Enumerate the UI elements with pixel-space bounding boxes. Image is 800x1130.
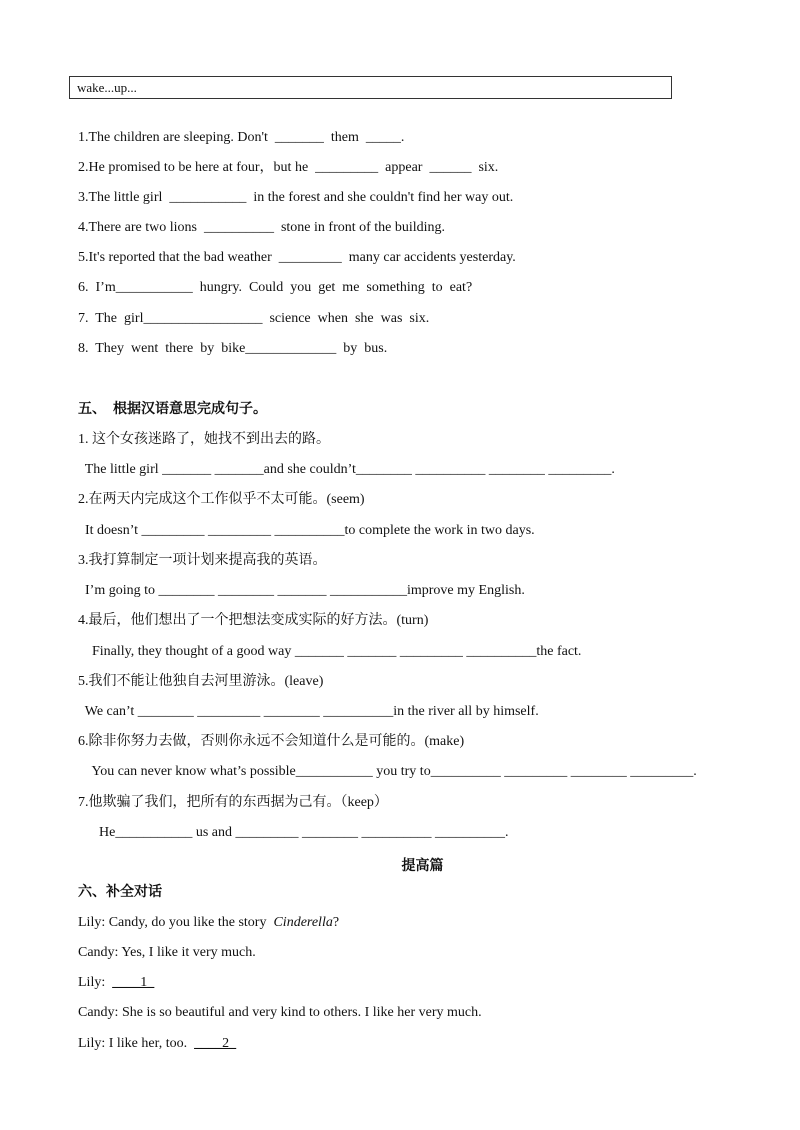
translation-answer-7: He___________ us and _________ ________ __________ __________. bbox=[78, 825, 509, 840]
dialogue-line-3-speaker: Lily: bbox=[78, 975, 113, 990]
section-six-heading: 六、补全对话 bbox=[78, 885, 162, 900]
exercise-item-8: 8. They went there by bike_____________ by bus. bbox=[78, 341, 388, 356]
story-title: Cinderella bbox=[273, 915, 333, 930]
answer-blank-1: ____1_ bbox=[112, 975, 155, 990]
advanced-section-title: 提高篇 bbox=[401, 859, 444, 874]
translation-prompt-7: 7.他欺骗了我们，把所有的东西据为己有。（keep） bbox=[78, 795, 388, 810]
translation-prompt-4: 4.最后，他们想出了一个把想法变成实际的好方法。(turn) bbox=[78, 613, 429, 628]
dialogue-line-1 bbox=[78, 915, 339, 931]
dialogue-line-3 bbox=[78, 975, 154, 991]
exercise-item-4: 4.There are two lions __________ stone in front of the building. bbox=[78, 220, 446, 235]
answer-blank-2: ____2_ bbox=[194, 1036, 237, 1051]
translation-answer-3: I’m going to ________ ________ _______ ___________improve my English. bbox=[78, 583, 525, 598]
section-five-heading: 五、 根据汉语意思完成句子。 bbox=[78, 402, 267, 417]
dialogue-line-5-text: Lily: I like her, too. bbox=[78, 1036, 195, 1051]
exercise-item-1: 1.The children are sleeping. Don't _______ them _____. bbox=[78, 130, 405, 145]
translation-answer-1: The little girl _______ _______and she couldn’t________ __________ ________ _________. bbox=[78, 462, 615, 477]
translation-prompt-5: 5.我们不能让他独自去河里游泳。(leave) bbox=[78, 674, 324, 689]
word-box: wake...up... bbox=[69, 76, 672, 99]
dialogue-line-5 bbox=[78, 1036, 236, 1052]
translation-answer-6: You can never know what’s possible___________ you try to__________ _________ ________ _________. bbox=[78, 764, 697, 779]
dialogue-line-1-end: ? bbox=[332, 915, 340, 930]
translation-answer-5: We can’t ________ _________ ________ __________in the river all by himself. bbox=[78, 704, 539, 719]
dialogue-line-1-text: Lily: Candy, do you like the story bbox=[78, 915, 274, 930]
translation-prompt-6: 6.除非你努力去做，否则你永远不会知道什么是可能的。(make) bbox=[78, 734, 465, 749]
dialogue-line-2: Candy: Yes, I like it very much. bbox=[78, 945, 256, 960]
translation-prompt-1: 1. 这个女孩迷路了，她找不到出去的路。 bbox=[78, 432, 330, 447]
translation-prompt-3: 3.我打算制定一项计划来提高我的英语。 bbox=[78, 553, 327, 568]
exercise-item-3: 3.The little girl ___________ in the forest and she couldn't find her way out. bbox=[78, 190, 514, 205]
exercise-item-5: 5.It's reported that the bad weather _________ many car accidents yesterday. bbox=[78, 250, 516, 265]
exercise-item-6: 6. I’m___________ hungry. Could you get me something to eat? bbox=[78, 280, 473, 295]
exercise-item-2: 2.He promised to be here at four，but he _________ appear ______ six. bbox=[78, 160, 499, 175]
translation-answer-2: It doesn’t _________ _________ __________to complete the work in two days. bbox=[78, 523, 535, 538]
translation-prompt-2: 2.在两天内完成这个工作似乎不太可能。(seem) bbox=[78, 492, 365, 507]
dialogue-line-4: Candy: She is so beautiful and very kind to others. I like her very much. bbox=[78, 1005, 482, 1020]
exercise-item-7: 7. The girl_________________ science when she was six. bbox=[78, 311, 430, 326]
translation-answer-4: Finally, they thought of a good way _______ _______ _________ __________the fact. bbox=[78, 644, 582, 659]
